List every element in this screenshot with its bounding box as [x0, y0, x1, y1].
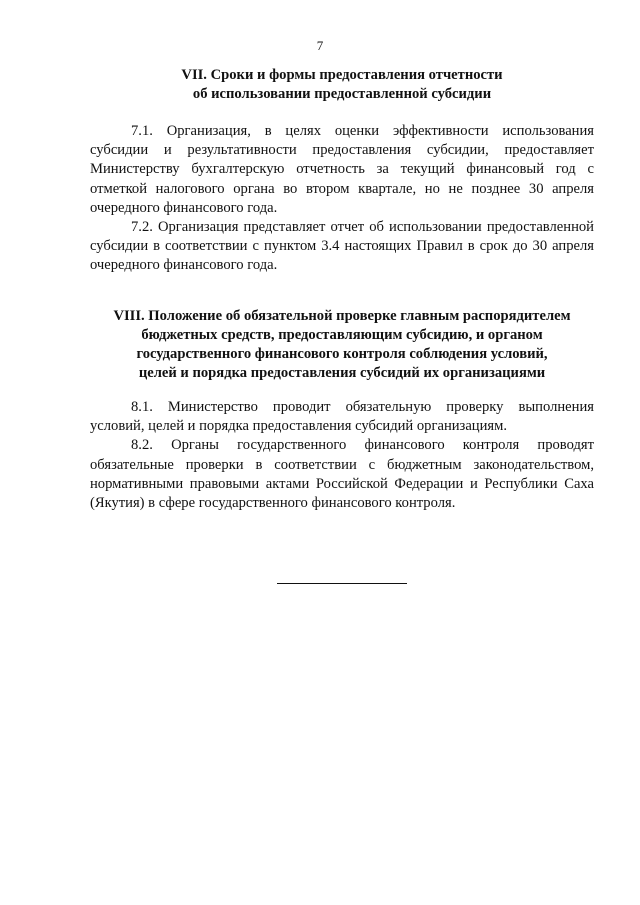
section-8-body	[90, 398, 594, 513]
section-8-title-line: бюджетных средств, предоставляющим субсидию, и органом	[141, 327, 543, 343]
section-7-body	[90, 122, 594, 276]
page-number: 7	[316, 38, 324, 53]
paragraph-7-2: 7.2. Организация представляет отчет об использовании предоставленной субсидии в соответствии с пунктом 3.4 настоящих Правил в срок до 30 апреля очередного финансового года.	[90, 219, 594, 274]
section-8-title	[90, 307, 594, 383]
paragraph-7-1: 7.1. Организация, в целях оценки эффективности использования субсидии и результативности предоставления субсидии, предоставляет Министерству бухгалтерскую отчетность за текущий финансовый год с отметкой налогового органа во втором квартале, но не позднее 30 апреля очередного финансового года.	[90, 123, 594, 216]
paragraph-8-1: 8.1. Министерство проводит обязательную проверку выполнения условий, целей и порядка предоставления субсидий организациям.	[90, 399, 594, 435]
section-7-title-line: VII. Сроки и формы предоставления отчетности	[181, 67, 503, 83]
end-divider	[277, 583, 407, 584]
section-7-title-line: об использовании предоставленной субсидии	[192, 86, 492, 102]
section-8-title-line: целей и порядка предоставления субсидий их организациями	[138, 365, 546, 381]
paragraph-8-2: 8.2. Органы государственного финансового контроля проводят обязательные проверки в соответствии с бюджетным законодательством, нормативными правовыми актами Российской Федерации и Республики Саха (Якутия) в сфере государственного финансового контроля.	[90, 437, 594, 512]
section-8-title-line: VIII. Положение об обязательной проверке главным распорядителем	[113, 308, 571, 324]
section-7-title	[90, 66, 594, 104]
section-8-title-line: государственного финансового контроля соблюдения условий,	[136, 346, 548, 362]
